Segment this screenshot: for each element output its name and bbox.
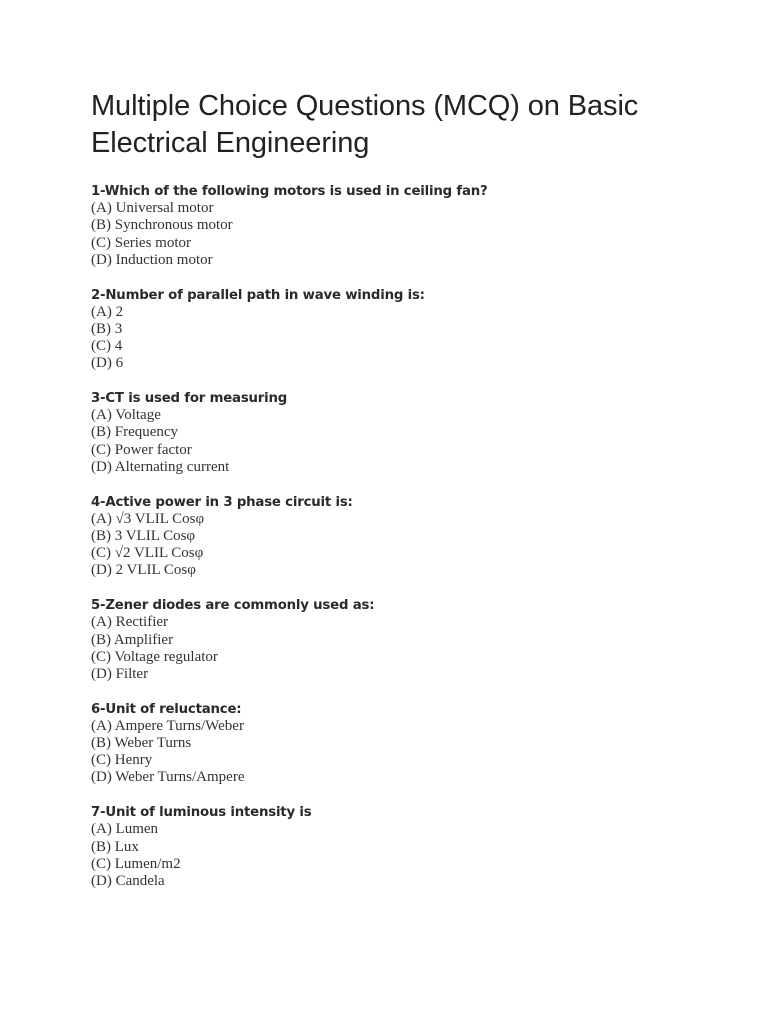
- option-b: (B) Lux: [91, 838, 139, 855]
- question-text: 7-Unit of luminous intensity is: [91, 805, 312, 821]
- option-b: (B) 3 VLIL Cosφ: [91, 527, 196, 544]
- option-a: (A) Ampere Turns/Weber: [91, 717, 244, 734]
- option-a: (A) 2: [91, 303, 124, 320]
- option-a: (A) Rectifier: [91, 614, 169, 631]
- option-c: (C) Series motor: [91, 234, 191, 251]
- option-c: (C) Power factor: [91, 441, 192, 458]
- option-a: (A) Universal motor: [91, 200, 214, 217]
- option-c: (C) Lumen/m2: [91, 855, 181, 872]
- option-c: (C) Henry: [91, 752, 153, 769]
- option-c: (C) √2 VLIL Cosφ: [91, 545, 204, 562]
- option-b: (B) 3: [91, 320, 123, 337]
- option-d: (D) Filter: [91, 665, 149, 682]
- question-text: 4-Active power in 3 phase circuit is:: [91, 494, 353, 510]
- option-b: (B) Weber Turns: [91, 735, 192, 752]
- question-text: 3-CT is used for measuring: [91, 391, 288, 407]
- question-text: 6-Unit of reluctance:: [91, 701, 242, 717]
- question-text: 5-Zener diodes are commonly used as:: [91, 598, 375, 614]
- question-text: 2-Number of parallel path in wave winding is:: [91, 287, 425, 303]
- option-d: (D) Alternating current: [91, 458, 230, 475]
- option-a: (A) Voltage: [91, 407, 161, 424]
- question-text: 1-Which of the following motors is used in ceiling fan?: [91, 184, 488, 199]
- question-1: [91, 183, 731, 269]
- document-page: [91, 88, 731, 908]
- option-b: (B) Frequency: [91, 424, 179, 441]
- option-a: (A) √3 VLIL Cosφ: [91, 510, 205, 527]
- question-6: [91, 701, 731, 787]
- option-c: (C) Voltage regulator: [91, 648, 218, 665]
- option-d: (D) Induction motor: [91, 251, 213, 268]
- question-3: [91, 390, 731, 476]
- option-c: (C) 4: [91, 338, 123, 355]
- question-5: [91, 597, 731, 683]
- option-b: (B) Amplifier: [91, 631, 174, 648]
- option-d: (D) 2 VLIL Cosφ: [91, 562, 196, 579]
- question-7: [91, 804, 731, 890]
- question-2: [91, 287, 731, 373]
- option-b: (B) Synchronous motor: [91, 217, 233, 234]
- option-d: (D) Candela: [91, 872, 165, 889]
- option-d: (D) 6: [91, 355, 124, 372]
- question-4: [91, 494, 731, 580]
- option-d: (D) Weber Turns/Ampere: [91, 769, 245, 786]
- page-title: Multiple Choice Questions (MCQ) on Basic Electrical Engineering: [91, 90, 639, 159]
- option-a: (A) Lumen: [91, 821, 159, 838]
